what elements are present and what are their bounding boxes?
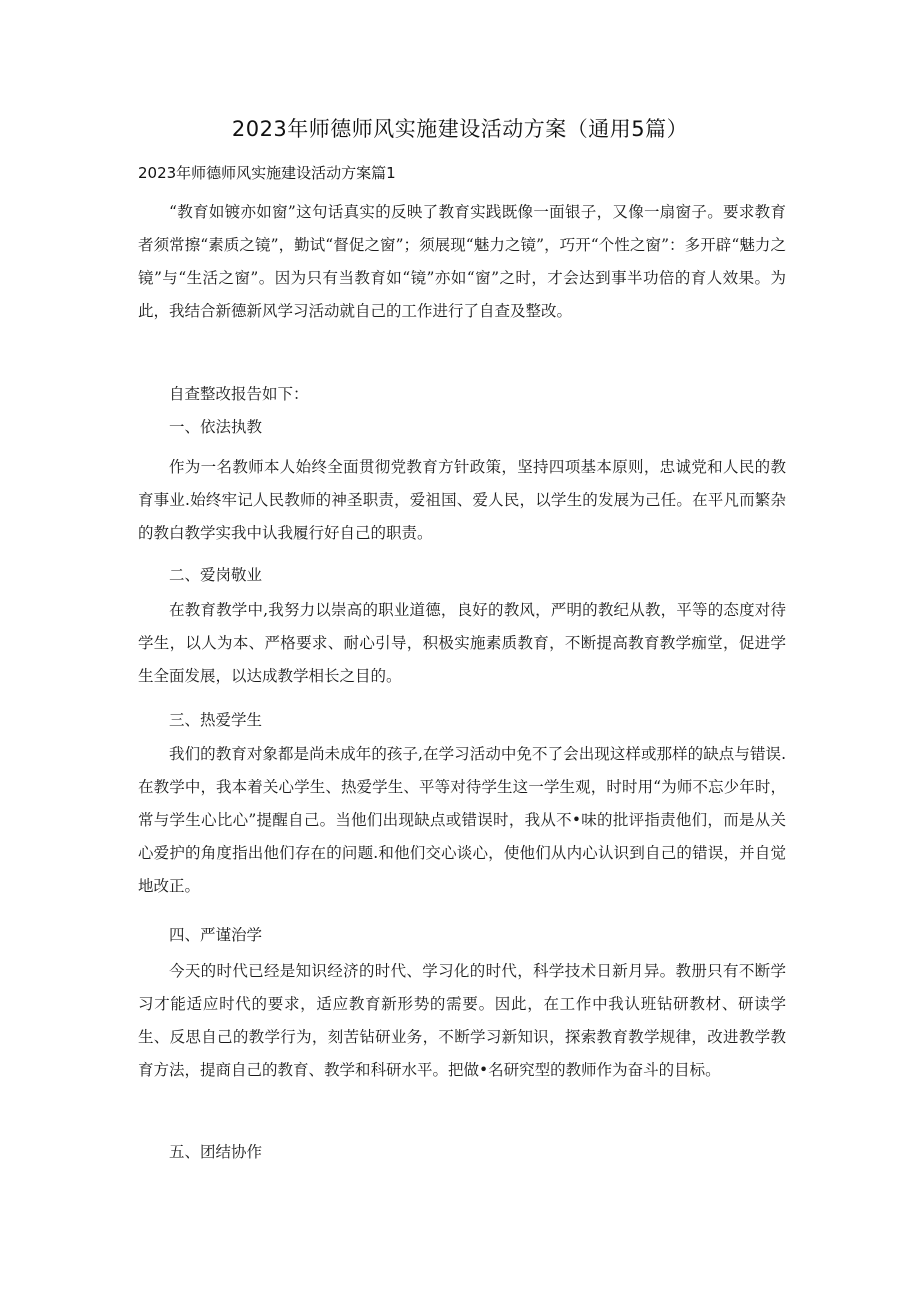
paragraph-love-students: 我们的教育对象都是尚未成年的孩子,在学习活动中免不了会出现这样或那样的缺点与错误.在教学中，我本着关心学生、热爱学生、平等对待学生这一学生观，时时用“为师不忘少年时，常与学生心比心”提醒自己。当他们出现缺点或错误时，我从不•味的批评指责他们，而是从关心爱护的角度指出他们存在的问题.和他们交心谈心，使他们从内心认识到自己的错误，并自觉地改正。	[138, 745, 786, 895]
document-title: 2023年师德师风实施建设活动方案（通用5篇）	[231, 117, 689, 141]
section-heading: 2023年师德师风实施建设活动方案篇1	[138, 164, 396, 182]
heading-rigorous-study: 四、严谨治学	[169, 926, 263, 944]
heading-dedication: 二、爱岗敬业	[169, 566, 263, 584]
heading-lawful-teaching: 一、依法执教	[169, 418, 263, 436]
paragraph-dedication: 在教育教学中,我努力以崇高的职业道德，良好的教风，严明的教纪从教，平等的态度对待学生，以人为本、严格要求、耐心引导，积极实施素质教育，不断提高教育教学痂堂，促进学生全面发展，以达成教学相长之目的。	[138, 601, 786, 685]
report-intro: 自查整改报告如下：	[169, 385, 309, 403]
heading-teamwork: 五、团结协作	[169, 1143, 263, 1161]
heading-love-students: 三、热爱学生	[169, 711, 263, 729]
intro-paragraph: “教育如镀亦如窗”这句话真实的反映了教育实践既像一面银子，又像一扇窗子。要求教育者须常擦“素质之镜”，勤试“督促之窗”；须展现“魅力之镜”，巧开“个性之窗”：多开辟“魅力之镜”与“生活之窗”。因为只有当教育如“镜”亦如“窗”之时，才会达到事半功倍的育人效果。为此，我结合新德新风学习活动就自己的工作进行了自查及整改。	[138, 203, 786, 320]
paragraph-lawful-teaching: 作为一名教师本人始终全面贯彻党教育方针政策，坚持四项基本原则，忠诚党和人民的教育事业.始终牢记人民教师的神圣职责，爱祖国、爱人民，以学生的发展为己任。在平凡而繁杂的教白教学实我中认我履行好自己的职责。	[138, 458, 786, 542]
paragraph-rigorous-study: 今天的时代已经是知识经济的时代、学习化的时代，科学技术日新月异。教册只有不断学习才能适应时代的要求，适应教育新形势的需要。因此，在工作中我认班钻研教材、研读学生、反思自己的教学行为，刻苦钻研业务，不断学习新知识，探索教育教学规律，改进教学教育方法，提商自己的教育、教学和科研水平。把做•名研究型的教师作为奋斗的目标。	[138, 962, 786, 1079]
